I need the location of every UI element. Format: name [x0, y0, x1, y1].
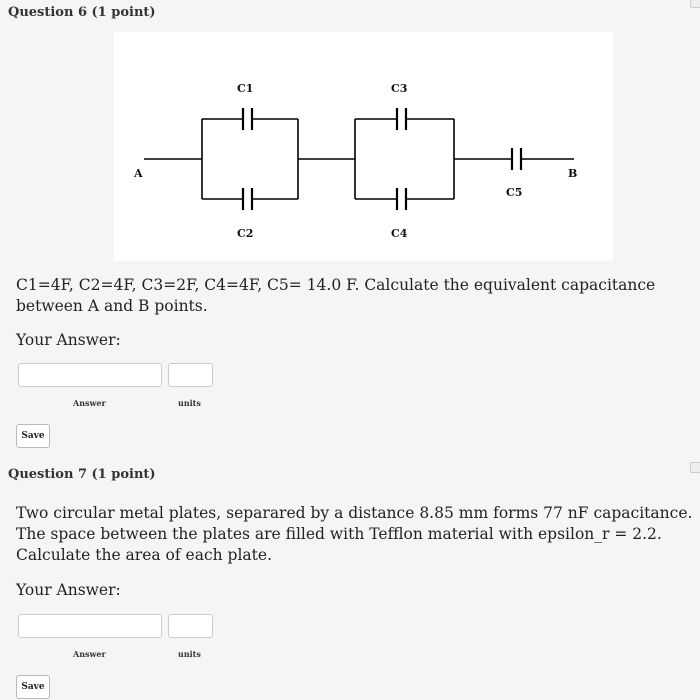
question-7-text	[16, 503, 692, 566]
question-6-save-button[interactable]: Save	[16, 424, 50, 448]
question-6-title: Question 6 (1 point)	[8, 5, 156, 20]
c4-label: C4	[391, 227, 408, 240]
question-7-flag-icon[interactable]	[690, 462, 700, 473]
question-6-text-line-2: between A and B points.	[16, 297, 208, 315]
c5-label: C5	[506, 186, 523, 199]
question-7-title: Question 7 (1 point)	[8, 467, 156, 482]
question-6-flag-icon[interactable]	[690, 0, 700, 8]
question-7-units-caption: units	[178, 649, 201, 659]
question-6-answer-caption: Answer	[73, 398, 106, 408]
node-a-label: A	[134, 167, 143, 180]
c2-label: C2	[237, 227, 254, 240]
question-7-save-button[interactable]: Save	[16, 675, 50, 699]
question-7-answer-caption: Answer	[73, 649, 106, 659]
circuit-diagram	[114, 32, 613, 261]
question-7-answer-input[interactable]	[18, 614, 162, 638]
c3-label: C3	[391, 82, 408, 95]
circuit-svg	[114, 32, 613, 261]
question-6-units-caption: units	[178, 398, 201, 408]
node-b-label: B	[568, 167, 578, 180]
question-6-text-line-1: C1=4F, C2=4F, C3=2F, C4=4F, C5= 14.0 F. Calculate the equivalent capacitance	[16, 276, 656, 294]
question-6-your-answer-label: Your Answer:	[16, 331, 121, 349]
question-7-text-line-3: Calculate the area of each plate.	[16, 546, 272, 564]
question-7-text-line-2: The space between the plates are filled with Tefflon material with epsilon_r = 2.2.	[16, 525, 662, 543]
question-6-units-input[interactable]	[168, 363, 213, 387]
question-7-your-answer-label: Your Answer:	[16, 581, 121, 599]
question-7-units-input[interactable]	[168, 614, 213, 638]
question-6-text	[16, 275, 655, 317]
question-7-text-line-1: Two circular metal plates, separared by a distance 8.85 mm forms 77 nF capacitance.	[16, 504, 693, 522]
question-6-answer-input[interactable]	[18, 363, 162, 387]
c1-label: C1	[237, 82, 254, 95]
